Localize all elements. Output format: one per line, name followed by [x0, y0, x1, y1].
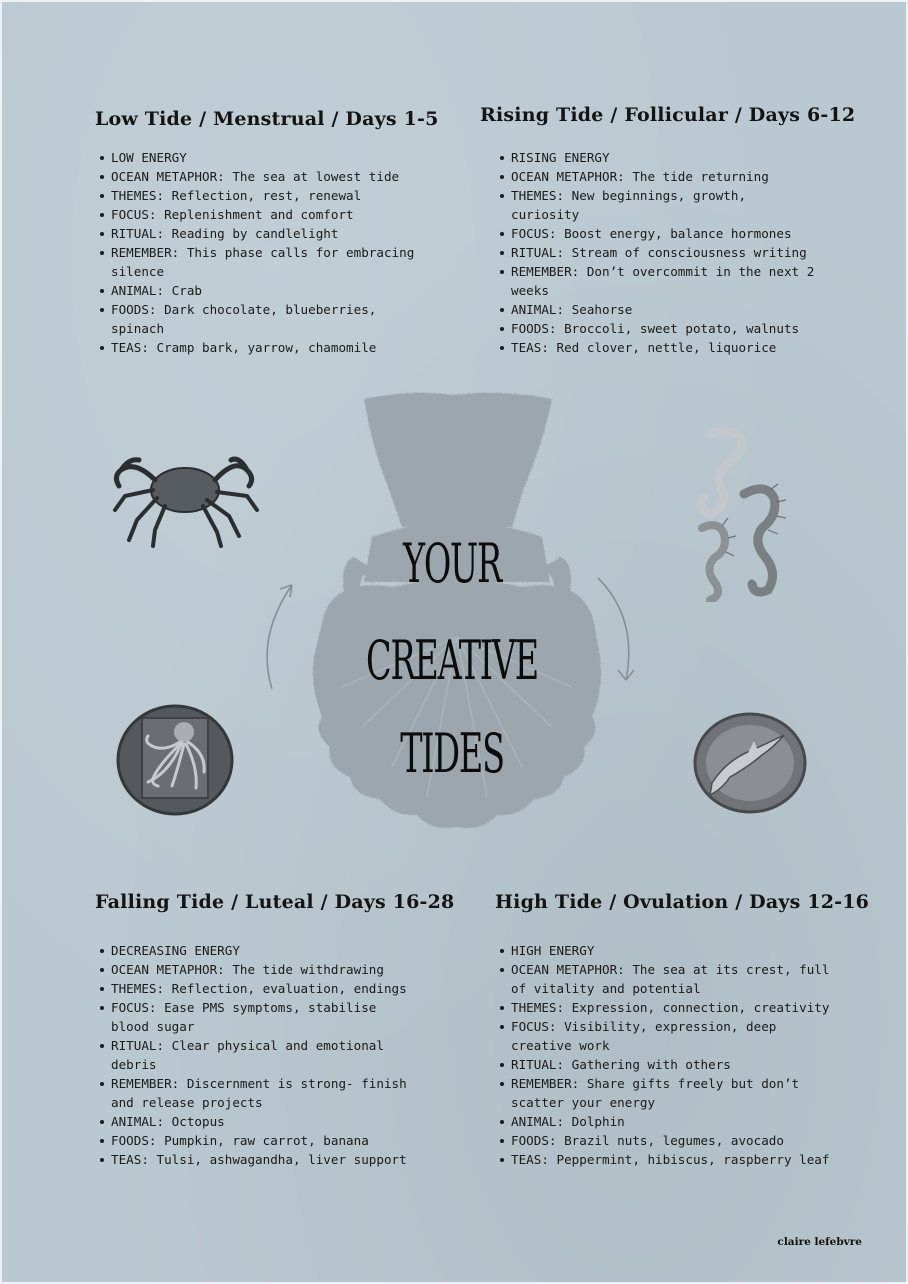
list-item: TEAS: Peppermint, hibiscus, raspberry leaf — [495, 1150, 835, 1169]
list-item: TEAS: Cramp bark, yarrow, chamomile — [95, 338, 415, 357]
falling-tide-list — [95, 941, 420, 1169]
octopus-coin-illustration — [114, 702, 236, 818]
list-item: OCEAN METAPHOR: The sea at lowest tide — [95, 167, 415, 186]
list-item: TEAS: Red clover, nettle, liquorice — [495, 338, 820, 357]
falling-tide-heading: Falling Tide / Luteal / Days 16-28 — [95, 891, 455, 913]
list-item: REMEMBER: Don’t overcommit in the next 2 weeks — [495, 262, 820, 300]
list-item: ANIMAL: Dolphin — [495, 1112, 835, 1131]
high-tide-section — [495, 891, 870, 1169]
rising-tide-section — [480, 104, 856, 357]
list-item: THEMES: New beginnings, growth, curiosity — [495, 186, 820, 224]
list-item: RISING ENERGY — [495, 148, 820, 167]
list-item: ANIMAL: Crab — [95, 281, 415, 300]
dolphin-coin-illustration — [692, 711, 808, 815]
high-tide-heading: High Tide / Ovulation / Days 12-16 — [495, 891, 870, 913]
list-item: ANIMAL: Seahorse — [495, 300, 820, 319]
poster-title-line-1: YOUR — [402, 532, 502, 595]
low-tide-list — [95, 148, 415, 357]
high-tide-list — [495, 941, 835, 1169]
crab-illustration — [107, 440, 262, 552]
list-item: RITUAL: Gathering with others — [495, 1055, 835, 1074]
arrow-left-up-icon — [254, 577, 304, 697]
list-item: RITUAL: Clear physical and emotional debris — [95, 1036, 420, 1074]
list-item: TEAS: Tulsi, ashwagandha, liver support — [95, 1150, 420, 1169]
list-item: FOCUS: Boost energy, balance hormones — [495, 224, 820, 243]
poster-title-line-3: TIDES — [400, 722, 504, 785]
list-item: OCEAN METAPHOR: The sea at its crest, full of vitality and potential — [495, 960, 835, 998]
list-item: FOODS: Pumpkin, raw carrot, banana — [95, 1131, 420, 1150]
poster-title-line-2: CREATIVE — [366, 629, 538, 692]
list-item: FOCUS: Visibility, expression, deep creative work — [495, 1017, 835, 1055]
list-item: THEMES: Reflection, rest, renewal — [95, 186, 415, 205]
list-item: DECREASING ENERGY — [95, 941, 420, 960]
list-item: THEMES: Expression, connection, creativity — [495, 998, 835, 1017]
list-item: FOCUS: Ease PMS symptoms, stabilise blood sugar — [95, 998, 420, 1036]
list-item: FOODS: Brazil nuts, legumes, avocado — [495, 1131, 835, 1150]
list-item: THEMES: Reflection, evaluation, endings — [95, 979, 420, 998]
list-item: OCEAN METAPHOR: The tide returning — [495, 167, 820, 186]
low-tide-section — [95, 108, 439, 357]
list-item: RITUAL: Reading by candlelight — [95, 224, 415, 243]
seahorses-illustration — [682, 424, 792, 602]
low-tide-heading: Low Tide / Menstrual / Days 1-5 — [95, 108, 439, 130]
rising-tide-heading: Rising Tide / Follicular / Days 6-12 — [480, 104, 856, 126]
falling-tide-section — [95, 891, 455, 1169]
list-item: OCEAN METAPHOR: The tide withdrawing — [95, 960, 420, 979]
list-item: REMEMBER: Discernment is strong- finish and release projects — [95, 1074, 420, 1112]
list-item: FOODS: Broccoli, sweet potato, walnuts — [495, 319, 820, 338]
list-item: FOODS: Dark chocolate, blueberries, spinach — [95, 300, 415, 338]
list-item: LOW ENERGY — [95, 148, 415, 167]
list-item: ANIMAL: Octopus — [95, 1112, 420, 1131]
author-signature: claire lefebvre — [777, 1236, 862, 1248]
rising-tide-list — [495, 148, 820, 357]
list-item: FOCUS: Replenishment and comfort — [95, 205, 415, 224]
arrow-right-down-icon — [592, 572, 642, 687]
list-item: RITUAL: Stream of consciousness writing — [495, 243, 820, 262]
list-item: HIGH ENERGY — [495, 941, 835, 960]
list-item: REMEMBER: Share gifts freely but don’t scatter your energy — [495, 1074, 835, 1112]
list-item: REMEMBER: This phase calls for embracing silence — [95, 243, 415, 281]
